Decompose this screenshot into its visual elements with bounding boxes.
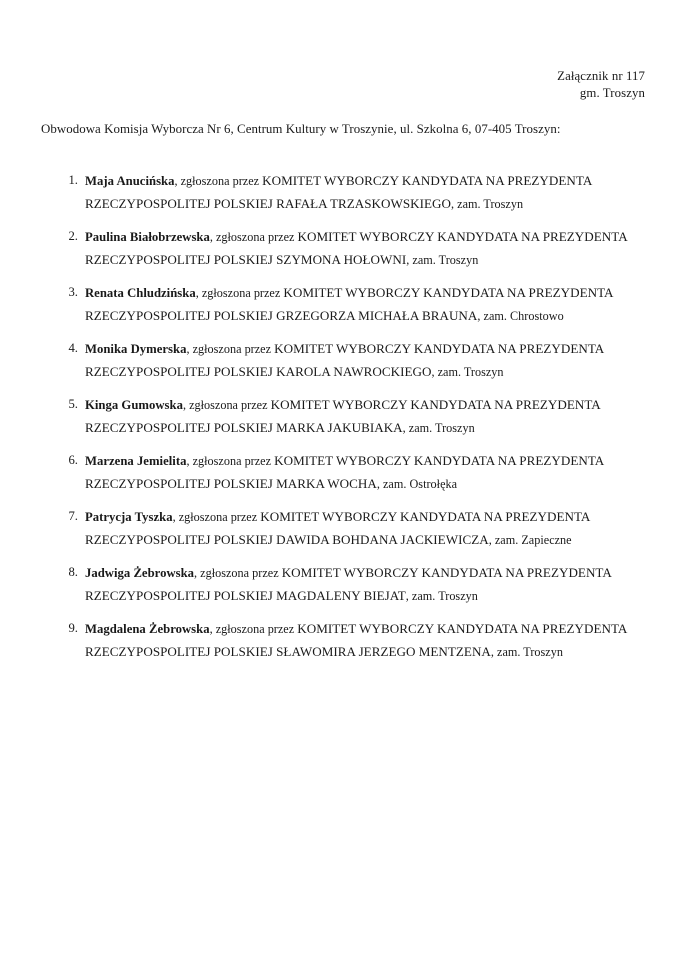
candidate-residence: , zam. Troszyn [405, 588, 478, 603]
electoral-committee-name: KOMITET WYBORCZY KANDYDATA NA PREZYDENTA RZECZYPOSPOLITEJ POLSKIEJ KAROLA NAWROCKIEGO [85, 341, 604, 379]
candidate-number: 5. [68, 397, 78, 411]
candidate-number: 6. [68, 453, 78, 467]
candidate-name: Jadwiga Żebrowska [85, 566, 195, 580]
candidate-name: Paulina Białobrzewska [85, 230, 210, 244]
candidate-residence: , zam. Chrostowo [477, 308, 564, 323]
nomination-phrase: , zgłoszona przez [186, 454, 275, 468]
electoral-committee-name: KOMITET WYBORCZY KANDYDATA NA PREZYDENTA RZECZYPOSPOLITEJ POLSKIEJ MAGDALENY BIEJAT [85, 565, 612, 603]
candidate-residence: , zam. Zapieczne [488, 532, 572, 547]
electoral-committee-name: KOMITET WYBORCZY KANDYDATA NA PREZYDENTA RZECZYPOSPOLITEJ POLSKIEJ GRZEGORZA MICHAŁA BRAUNA [85, 285, 613, 323]
candidate-number: 4. [68, 341, 78, 355]
electoral-committee-name: KOMITET WYBORCZY KANDYDATA NA PREZYDENTA RZECZYPOSPOLITEJ POLSKIEJ MARKA JAKUBIAKA [85, 397, 601, 435]
electoral-committee-name: KOMITET WYBORCZY KANDYDATA NA PREZYDENTA RZECZYPOSPOLITEJ POLSKIEJ SZYMONA HOŁOWNI [85, 229, 627, 267]
electoral-committee-name: KOMITET WYBORCZY KANDYDATA NA PREZYDENTA RZECZYPOSPOLITEJ POLSKIEJ SŁAWOMIRA JERZEGO MENTZENA [85, 621, 627, 659]
document-header [557, 68, 645, 102]
electoral-committee-name: KOMITET WYBORCZY KANDYDATA NA PREZYDENTA RZECZYPOSPOLITEJ POLSKIEJ DAWIDA BOHDANA JACKIEWICZA [85, 509, 590, 547]
candidate-name: Marzena Jemielita [85, 454, 187, 468]
nomination-phrase: , zgłoszona przez [186, 342, 275, 356]
candidate-residence: , zam. Troszyn [451, 196, 524, 211]
nomination-phrase: , zgłoszona przez [194, 566, 282, 580]
municipality-name: gm. Troszyn [579, 86, 645, 100]
candidate-entry [56, 618, 649, 663]
candidate-name: Magdalena Żebrowska [85, 622, 210, 636]
nomination-phrase: , zgłoszona przez [209, 230, 298, 244]
candidate-number: 7. [68, 509, 78, 523]
nomination-phrase: , zgłoszona przez [174, 174, 263, 188]
candidate-name: Monika Dymerska [85, 342, 187, 356]
candidate-number: 2. [68, 229, 78, 243]
candidate-entry [56, 226, 649, 271]
candidate-number: 3. [68, 285, 78, 299]
nomination-phrase: , zgłoszona przez [182, 398, 271, 412]
candidate-residence: , zam. Ostrołęka [376, 476, 458, 491]
nomination-phrase: , zgłoszona przez [172, 510, 261, 524]
candidate-entry [56, 338, 649, 383]
candidate-residence: , zam. Troszyn [406, 252, 479, 267]
electoral-committee-name: KOMITET WYBORCZY KANDYDATA NA PREZYDENTA RZECZYPOSPOLITEJ POLSKIEJ MARKA WOCHA [85, 453, 604, 491]
attachment-number: Załącznik nr 117 [557, 69, 645, 83]
candidate-name: Kinga Gumowska [85, 398, 183, 412]
candidate-entry [56, 394, 649, 439]
candidate-name: Maja Anucińska [85, 174, 175, 188]
nomination-phrase: , zgłoszona przez [209, 622, 298, 636]
candidate-list [56, 170, 649, 674]
electoral-committee-name: KOMITET WYBORCZY KANDYDATA NA PREZYDENTA RZECZYPOSPOLITEJ POLSKIEJ RAFAŁA TRZASKOWSKIEGO [85, 173, 592, 211]
commission-address-line: Obwodowa Komisja Wyborcza Nr 6, Centrum Kultury w Troszynie, ul. Szkolna 6, 07-405 Troszyn: [41, 122, 561, 136]
candidate-entry [56, 170, 649, 215]
nomination-phrase: , zgłoszona przez [195, 286, 284, 300]
candidate-entry [56, 282, 649, 327]
candidate-number: 1. [68, 173, 78, 187]
candidate-name: Renata Chludzińska [85, 286, 196, 300]
candidate-entry [56, 562, 649, 607]
candidate-residence: , zam. Troszyn [431, 364, 504, 379]
candidate-name: Patrycja Tyszka [85, 510, 173, 524]
candidate-entry [56, 450, 649, 495]
candidate-number: 9. [68, 621, 78, 635]
candidate-entry [56, 506, 649, 551]
candidate-residence: , zam. Troszyn [490, 644, 563, 659]
candidate-residence: , zam. Troszyn [402, 420, 475, 435]
candidate-number: 8. [68, 565, 78, 579]
